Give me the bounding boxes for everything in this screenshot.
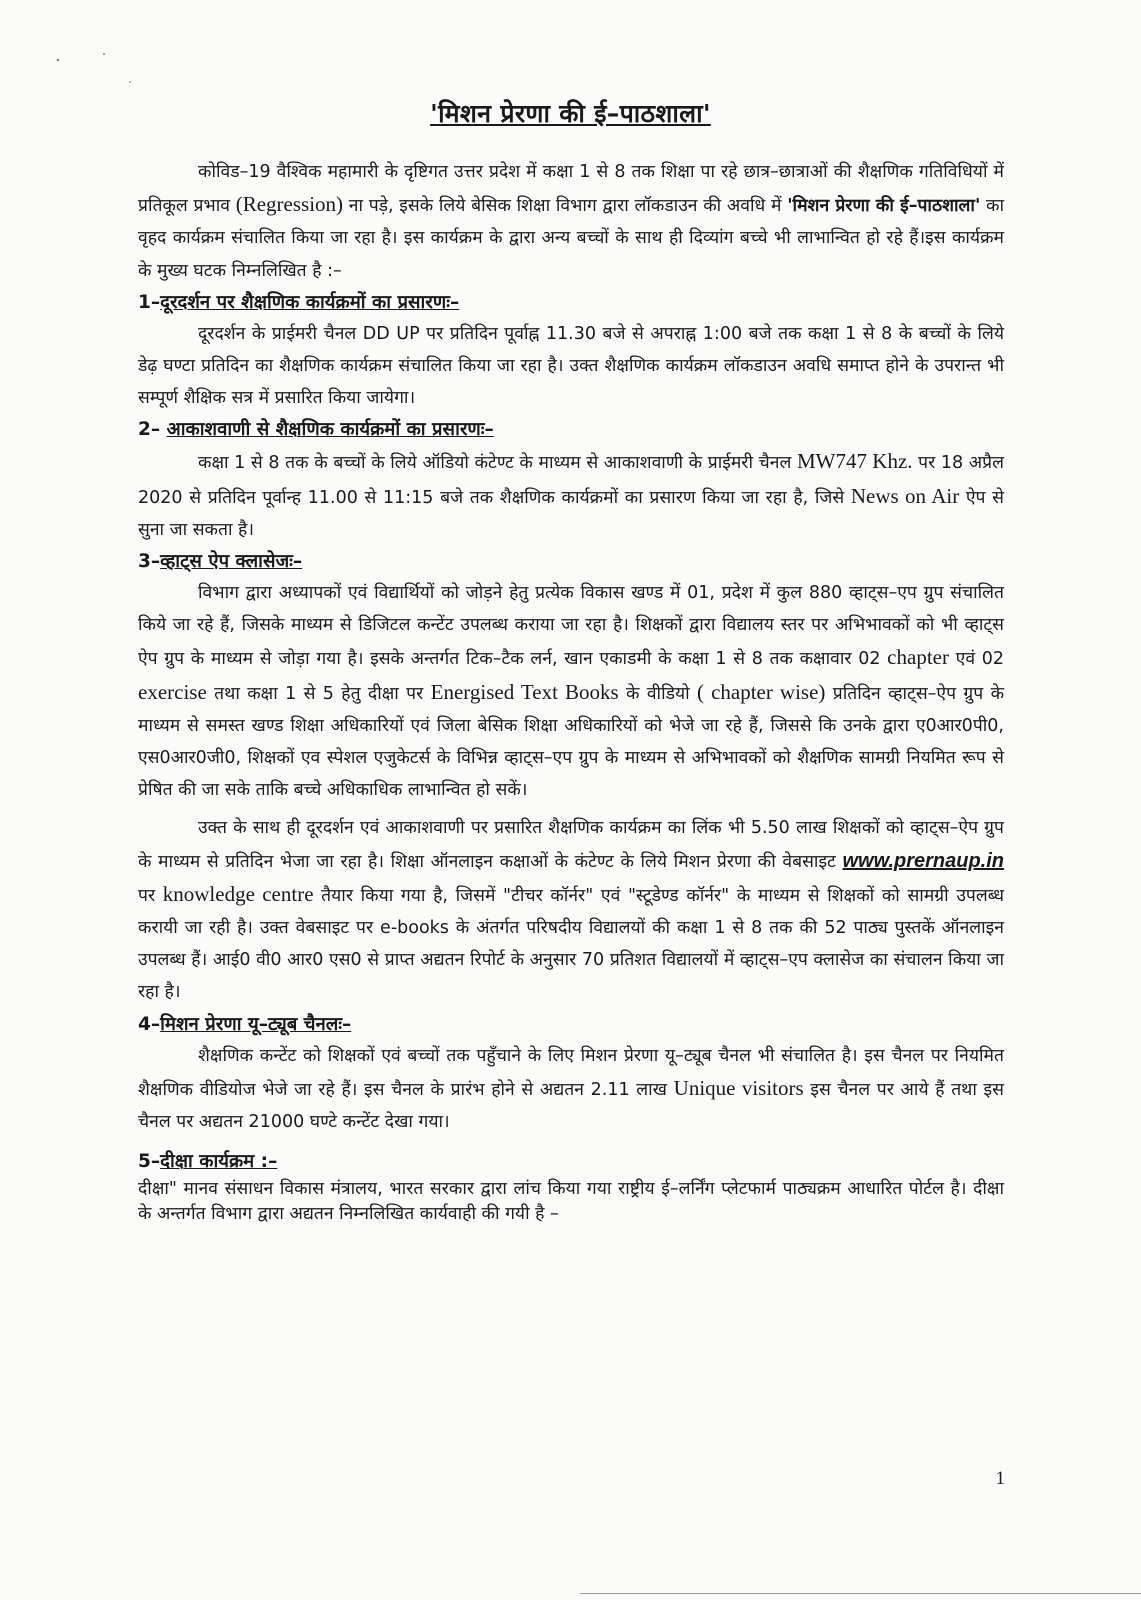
website-link[interactable]: www.prernaup.in xyxy=(842,849,1004,872)
ebooks-term: e-books xyxy=(380,918,449,939)
section-3-title: व्हाट्स ऐप क्लासेजः– xyxy=(160,551,303,573)
section-2-body: कक्षा 1 से 8 तक के बच्चों के लिये ऑडियो कंटेण्ट के माध्यम से आकाशवाणी के प्राईमरी चैनल MW747 Khz. पर 18 अप्रैल 2020 से प्रतिदिन पूर्वान्ह 11.00 से 11:15 बजे तक शैक्षणिक कार्यक्रमों का प्रसारण किया जा रहा है, जिसे News on Air ऐप से सुना जा सकता है। xyxy=(138,449,1004,540)
page-number: 1 xyxy=(995,1468,1005,1489)
section-3-paragraph-1: विभाग द्वारा अध्यापकों एवं विद्यार्थियों को जोड़ने हेतु प्रत्येक विकास खण्ड में 01, प्रदेश में कुल 880 व्हाट्स–एप ग्रुप संचालित किये जा रहे हैं, जिसके माध्यम से डिजिटल कन्टेंट उपलब्ध कराया जा रहा है। शिक्षकों द्वारा विद्यालय स्तर पर अभिभावकों को भी व्हाट्स ऐप ग्रुप के माध्यम से जोड़ा गया है। इसके अन्तर्गत टिक–टैक लर्न, खान एकाडमी के कक्षा 1 से 8 तक कक्षावार 02 chapter एवं 02 exercise तथा कक्षा 1 से 5 हेतु दीक्षा पर Energised Text Books के वीडियो ( chapter wise) प्रतिदिन व्हाट्स–ऐप ग्रुप के माध्यम से समस्त खण्ड शिक्षा अधिकारियों एवं जिला बेसिक शिक्षा अधिकारियों को भेजे जा रहे हैं, जिससे कि उनके द्वारा ए0आर0पी0, एस0आर0जी0, शिक्षकों एव स्पेशल एजुकेटर्स के विभिन्न व्हाट्स–एप ग्रुप के माध्यम से अभिभावकों को शैक्षणिक सामग्री नियमित रूप से प्रेषित की जा सके ताकि बच्चे अधिकाधिक लाभान्वित हो सकें। xyxy=(138,583,1005,801)
section-5-body: दीक्षा" मानव संसाधन विकास मंत्रालय, भारत सरकार द्वारा लांच किया गया राष्ट्रीय ई–लर्निंग प्लेटफार्म पाठ्यक्रम आधारित पोर्टल है। दीक्षा के अन्तर्गत विभाग द्वारा अद्यतन निम्नलिखित कार्यवाही की गयी है – xyxy=(138,1179,1004,1225)
section-2-number: 2– xyxy=(138,419,167,441)
bottom-rule xyxy=(580,1593,1141,1594)
section-3-number: 3– xyxy=(138,551,161,573)
section-1-heading xyxy=(138,287,1004,318)
section-4-number: 4– xyxy=(138,1013,161,1035)
section-2-heading xyxy=(138,414,1004,445)
program-name: 'मिशन प्रेरणा की ई–पाठशाला' xyxy=(787,196,981,217)
section-2-title: आकाशवाणी से शैक्षणिक कार्यक्रमों का प्रसारणः– xyxy=(166,419,494,441)
app-name: News on Air xyxy=(850,483,960,508)
section-4-body: शैक्षणिक कन्टेंट को शिक्षकों एवं बच्चों तक पहुँचाने के लिए मिशन प्रेरणा यू–ट्यूब चैनल भी संचालित है। इस चैनल पर नियमित शैक्षणिक वीडियोज भेजे जा रहे हैं। इस चैनल के प्रारंभ होने से अद्यतन 2.11 लाख Unique visitors इस चैनल पर आये हैं तथा इस चैनल पर अद्यतन 21000 घण्टे कन्टेंट देखा गया। xyxy=(138,1045,1004,1133)
document-body xyxy=(138,156,1004,1227)
intro-paragraph: कोविड–19 वैश्विक महामारी के दृष्टिगत उत्तर प्रदेश में कक्षा 1 से 8 तक शिक्षा पा रहे छात्र–छात्राओं की शैक्षणिक गतिविधियों में प्रतिकूल प्रभाव (Regression) ना पड़े, इसके लिये बेसिक शिक्षा विभाग द्वारा लॉकडाउन की अवधि में 'मिशन प्रेरणा की ई–पाठशाला' का वृहद कार्यक्रम संचालित किया जा रहा है। इस कार्यक्रम के द्वारा अन्य बच्चों के साथ ही दिव्यांग बच्चे भी लाभान्वित हो रहे हैं।इस कार्यक्रम के मुख्य घटक निम्नलिखित है :– xyxy=(138,162,1005,281)
section-3-heading xyxy=(138,546,1004,577)
regression-term: (Regression) xyxy=(235,192,344,217)
radio-channel: MW747 Khz. xyxy=(796,449,913,474)
section-1-body: दूरदर्शन के प्राईमरी चैनल DD UP पर प्रतिदिन पूर्वाह्न 11.30 बजे से अपराह्न 1:00 बजे तक कक्षा 1 से 8 के बच्चों के लिये डेढ़ घण्टा प्रतिदिन का शैक्षणिक कार्यक्रम संचालित किया जा रहा है। उक्त शैक्षणिक कार्यक्रम लॉकडाउन अवधि समाप्त होने के उपरान्त भी सम्पूर्ण शैक्षिक सत्र में प्रसारित किया जायेगा। xyxy=(138,323,1004,409)
section-5-heading xyxy=(138,1146,1004,1177)
section-5-title: दीक्षा कार्यक्रम :– xyxy=(160,1151,278,1173)
section-4-heading xyxy=(138,1009,1004,1040)
section-1-number: 1– xyxy=(138,291,161,313)
section-5-number: 5– xyxy=(138,1151,161,1173)
page-title: 'मिशन प्रेरणा की ई–पाठशाला' xyxy=(430,99,711,128)
section-3-paragraph-2: उक्त के साथ ही दूरदर्शन एवं आकाशवाणी पर प्रसारित शैक्षणिक कार्यक्रम का लिंक भी 5.50 लाख शिक्षकों को व्हाट्स–ऐप ग्रुप के माध्यम से प्रतिदिन भेजा जा रहा है। शिक्षा ऑनलाइन कक्षाओं के कंटेण्ट के लिये मिशन प्रेरणा की वेबसाइट www.prernaup.in पर knowledge centre तैयार किया गया है, जिसमें "टीचर कॉर्नर" एवं "स्टूडेण्ड कॉर्नर" के माध्यम से शिक्षकों को सामग्री उपलब्ध करायी जा रही है। उक्त वेबसाइट पर e-books के अंतर्गत परिषदीय विद्यालयों की कक्षा 1 से 8 तक की 52 पाठ्य पुस्तकें ऑनलाइन उपलब्ध हैं। आई0 वी0 आर0 एस0 से प्राप्त अद्यतन रिपोर्ट के अनुसार 70 प्रतिशत विद्यालयों में व्हाट्स–एप क्लासेज का संचालन किया जा रहा है। xyxy=(138,818,1004,1003)
section-4-title: मिशन प्रेरणा यू–ट्यूब चैनलः– xyxy=(160,1013,352,1035)
section-1-title: दूरदर्शन पर शैक्षणिक कार्यक्रमों का प्रसारणः– xyxy=(160,291,460,313)
